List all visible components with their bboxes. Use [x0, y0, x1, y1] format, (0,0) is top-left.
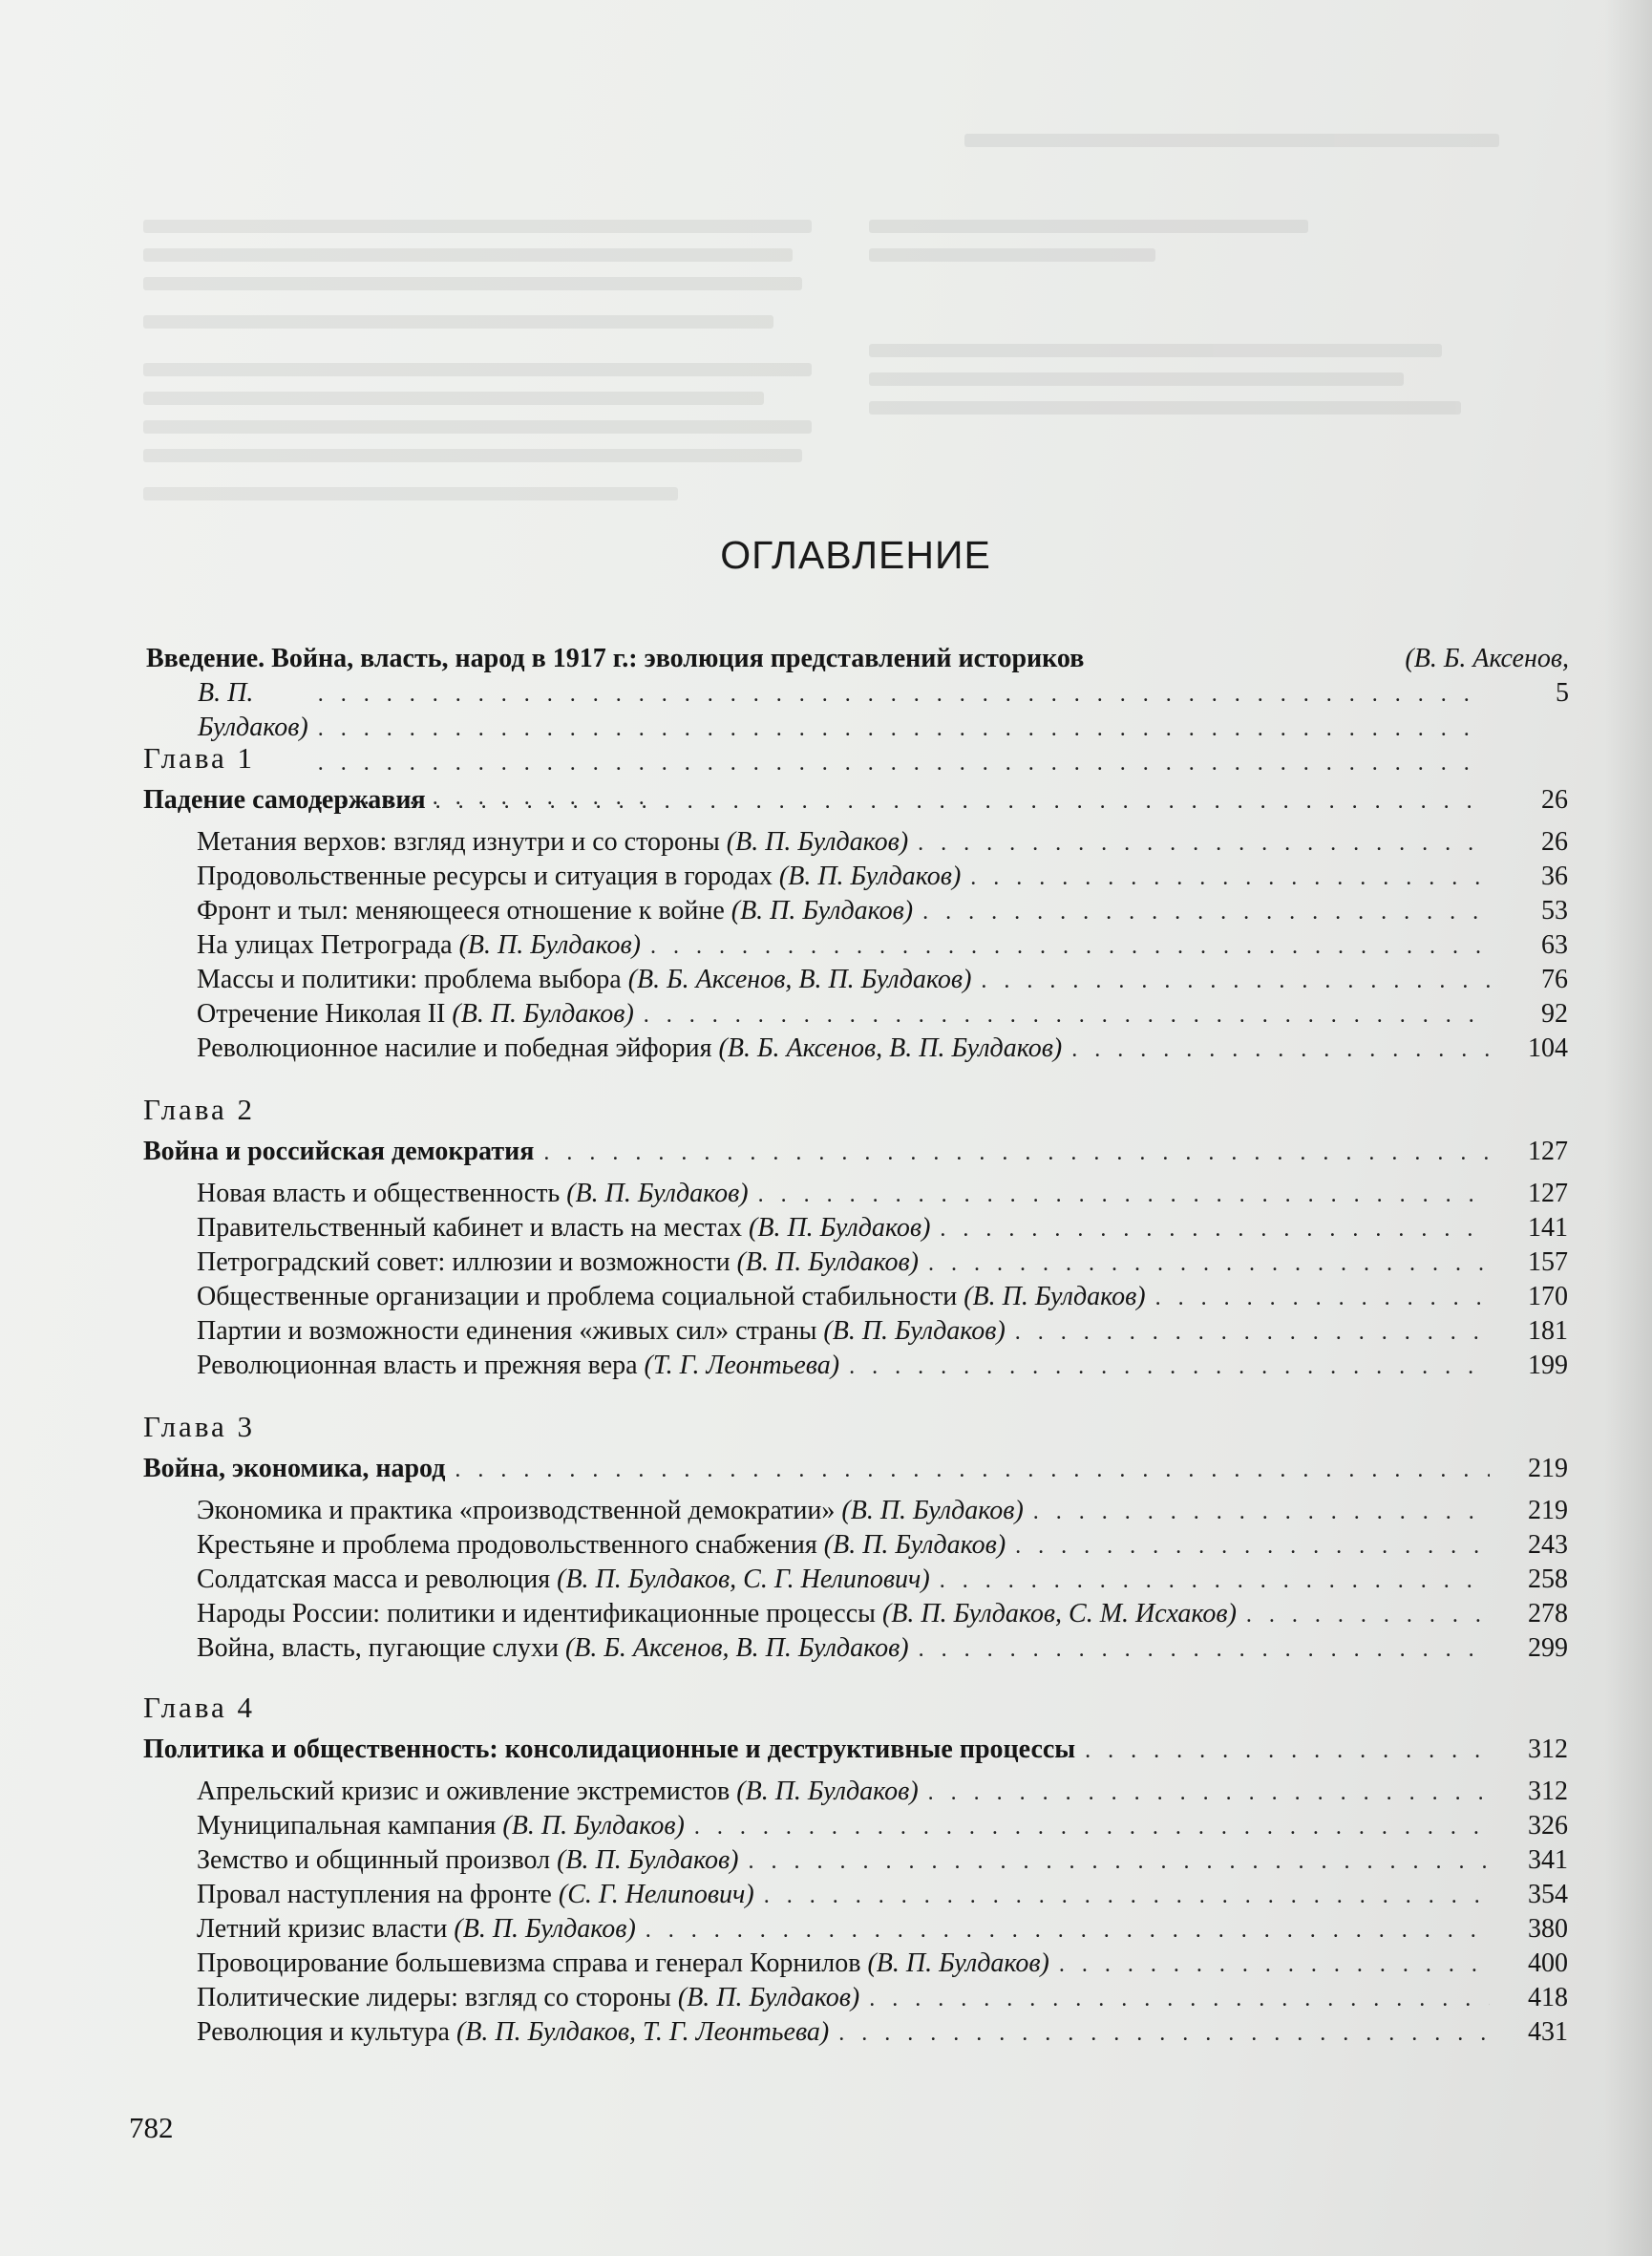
dot-leader [1246, 1598, 1490, 1632]
dot-leader [970, 861, 1490, 895]
toc-entry[interactable] [143, 2015, 1568, 2050]
page-number: 278 [1528, 1599, 1568, 1628]
page-number: 219 [1528, 1496, 1568, 1525]
toc-entry[interactable] [143, 1211, 1568, 1245]
chapter-1 [143, 741, 1568, 1066]
dot-leader [869, 1982, 1490, 2016]
dot-leader [543, 1136, 1490, 1170]
page-number: 341 [1528, 1845, 1568, 1875]
section-authors: (В. П. Булдаков) [502, 1811, 685, 1841]
dot-leader [748, 1844, 1490, 1879]
toc-entry[interactable] [143, 997, 1568, 1032]
dot-leader [922, 895, 1490, 929]
section-authors: (В. П. Булдаков) [454, 1914, 636, 1944]
chapter-title: Политика и общественность: консолидационные и деструктивные процессы [143, 1735, 1076, 1764]
section-authors: (В. П. Булдаков) [778, 862, 962, 891]
dot-leader [646, 1913, 1490, 1947]
dot-leader [1059, 1947, 1490, 1982]
section-authors: (В. П. Булдаков, С. Г. Нелипович) [557, 1564, 930, 1594]
dot-leader [455, 1453, 1490, 1487]
section-authors: (В. П. Булдаков) [841, 1496, 1024, 1525]
dot-leader [1015, 1315, 1490, 1350]
section-authors: (В. П. Булдаков, Т. Г. Леонтьева) [455, 2017, 830, 2047]
page-number: 36 [1541, 862, 1568, 891]
section-title: Народы России: политики и идентификационные процессы [197, 1599, 876, 1628]
chapter-label: Глава 4 [143, 1691, 256, 1724]
section-title: Земство и общинный произвол [197, 1845, 551, 1875]
section-title: На улицах Петрограда [197, 930, 453, 960]
section-title: Революция и культура [197, 2017, 450, 2047]
chapter-3 [143, 1410, 1568, 1666]
page-number: 380 [1528, 1914, 1568, 1944]
dot-leader [849, 1350, 1490, 1384]
page-number: 26 [1541, 785, 1568, 815]
page-number: 199 [1528, 1351, 1568, 1380]
toc-entry[interactable] [143, 860, 1568, 894]
dot-leader [1085, 1734, 1490, 1768]
chapter-title: Война, экономика, народ [143, 1454, 446, 1483]
section-title: Революционное насилие и победная эйфория [197, 1033, 712, 1063]
section-authors: (В. Б. Аксенов, В. П. Булдаков) [627, 965, 972, 994]
dot-leader [838, 2016, 1490, 2051]
section-authors: (В. П. Булдаков) [452, 999, 634, 1029]
section-authors: (В. П. Булдаков) [736, 1247, 919, 1277]
page-number: 243 [1528, 1530, 1568, 1560]
section-authors: (В. П. Булдаков) [823, 1530, 1006, 1560]
section-title: Провоцирование большевизма справа и генерал Корнилов [197, 1948, 861, 1978]
page-number: 418 [1528, 1983, 1568, 2012]
toc-entry[interactable] [143, 1177, 1568, 1211]
dot-leader [694, 1810, 1490, 1844]
toc-entry[interactable] [143, 1563, 1568, 1597]
page-title: ОГЛАВЛЕНИЕ [720, 533, 991, 577]
toc-entry[interactable] [143, 1280, 1568, 1314]
page-number-footer: 782 [129, 2111, 174, 2144]
page-number: 400 [1528, 1948, 1568, 1978]
section-title: Общественные организации и проблема социальной стабильности [197, 1282, 958, 1311]
page-number: 127 [1528, 1179, 1568, 1208]
toc-entry[interactable] [143, 1349, 1568, 1383]
dot-leader [650, 929, 1490, 964]
section-title: Провал наступления на фронте [197, 1880, 552, 1909]
page-number: 312 [1528, 1735, 1568, 1764]
section-title: Правительственный кабинет и власть на местах [197, 1213, 743, 1243]
section-title: Война, власть, пугающие слухи [197, 1633, 559, 1663]
section-title: Летний кризис власти [197, 1914, 448, 1944]
section-authors: (Т. Г. Леонтьева) [644, 1351, 840, 1380]
section-title: Партии и возможности единения «живых сил» страны [197, 1316, 817, 1346]
toc-entry[interactable] [143, 1494, 1568, 1528]
section-title: Муниципальная кампания [197, 1811, 497, 1841]
page-number: 92 [1541, 999, 1568, 1029]
page-number: 26 [1541, 827, 1568, 857]
toc-entry[interactable] [143, 1528, 1568, 1563]
section-title: Экономика и практика «производственной демократии» [197, 1496, 836, 1525]
section-authors: (В. П. Булдаков) [749, 1213, 931, 1243]
chapter-title-entry[interactable] [143, 1452, 1568, 1486]
dot-leader [1155, 1281, 1490, 1315]
dot-leader [940, 1212, 1490, 1246]
section-title: Петроградский совет: иллюзии и возможности [197, 1247, 731, 1277]
toc-entry[interactable] [143, 1245, 1568, 1280]
dot-leader [940, 1564, 1490, 1598]
toc-entry[interactable] [143, 1947, 1568, 1981]
page-number: 63 [1541, 930, 1568, 960]
section-title: Политические лидеры: взгляд со стороны [197, 1983, 671, 2012]
toc-entry[interactable] [143, 1314, 1568, 1349]
intro-authors-cont: В. П. Булдаков) [198, 678, 308, 742]
page-number: 299 [1528, 1633, 1568, 1663]
section-title: Метания верхов: взгляд изнутри и со стороны [197, 827, 720, 857]
page-number: 141 [1528, 1213, 1568, 1243]
section-authors: (В. П. Булдаков) [557, 1845, 739, 1875]
page-number: 127 [1528, 1137, 1568, 1166]
page-number: 157 [1528, 1247, 1568, 1277]
dot-leader [1015, 1529, 1490, 1564]
toc-entry[interactable] [143, 963, 1568, 997]
chapter-4 [143, 1691, 1568, 2050]
section-title: Отречение Николая II [197, 999, 446, 1029]
toc-entry[interactable] [143, 928, 1568, 963]
section-title: Продовольственные ресурсы и ситуация в городах [197, 862, 773, 891]
dot-leader [764, 1879, 1490, 1913]
section-authors: (В. П. Булдаков) [677, 1983, 860, 2012]
page-number: 258 [1528, 1564, 1568, 1594]
toc-entry[interactable] [143, 1597, 1568, 1631]
section-authors: (В. П. Булдаков) [964, 1282, 1146, 1311]
section-authors: (В. П. Булдаков) [867, 1948, 1049, 1978]
page-number: 219 [1528, 1454, 1568, 1483]
dot-leader [758, 1178, 1490, 1212]
toc-entry[interactable] [143, 825, 1568, 860]
page-edge-shadow [1604, 0, 1652, 2256]
page-number: 326 [1528, 1811, 1568, 1841]
section-title: Новая власть и общественность [197, 1179, 561, 1208]
section-title: Крестьяне и проблема продовольственного снабжения [197, 1530, 817, 1560]
toc-entry[interactable] [143, 894, 1568, 928]
page-number: 431 [1528, 2017, 1568, 2047]
section-title: Революционная власть и прежняя вера [197, 1351, 638, 1380]
page-number: 312 [1528, 1777, 1568, 1806]
page-number: 104 [1528, 1033, 1568, 1063]
chapter-title: Война и российская демократия [143, 1137, 535, 1166]
section-authors: (В. П. Булдаков) [566, 1179, 749, 1208]
toc-entry[interactable] [143, 1878, 1568, 1912]
chapter-label: Глава 2 [143, 1093, 256, 1126]
chapter-title-entry[interactable] [143, 783, 1568, 818]
dot-leader [928, 1246, 1490, 1281]
section-authors: (В. Б. Аксенов, В. П. Булдаков) [718, 1033, 1063, 1063]
page-number: 53 [1541, 896, 1568, 926]
page-number: 76 [1541, 965, 1568, 994]
show-through-text [143, 124, 1528, 564]
toc-entry[interactable] [143, 1775, 1568, 1809]
page-number: 5 [1556, 678, 1569, 708]
dot-leader [918, 826, 1490, 861]
section-title: Фронт и тыл: меняющееся отношение к войне [197, 896, 725, 926]
page-number: 181 [1528, 1316, 1568, 1346]
toc-entry[interactable] [143, 1912, 1568, 1947]
page-number: 354 [1528, 1880, 1568, 1909]
section-title: Солдатская масса и революция [197, 1564, 551, 1594]
intro-authors: (В. Б. Аксенов, [1405, 644, 1569, 673]
toc-entry[interactable] [143, 1032, 1568, 1066]
dot-leader [928, 1776, 1490, 1810]
chapter-title: Падение самодержавия [143, 785, 426, 815]
chapter-title-entry[interactable] [143, 1733, 1568, 1767]
toc-entry[interactable] [143, 1631, 1568, 1666]
dot-leader [981, 964, 1490, 998]
toc-entry[interactable] [143, 1843, 1568, 1878]
toc-entry[interactable] [143, 1981, 1568, 2015]
section-authors: (В. П. Булдаков) [736, 1777, 919, 1806]
section-title: Массы и политики: проблема выбора [197, 965, 622, 994]
section-authors: (В. Б. Аксенов, В. П. Булдаков) [564, 1633, 909, 1663]
section-authors: (В. П. Булдаков) [823, 1316, 1006, 1346]
toc-entry[interactable] [143, 1809, 1568, 1843]
chapter-label: Глава 3 [143, 1410, 256, 1443]
chapter-2 [143, 1093, 1568, 1383]
section-authors: (В. П. Булдаков) [731, 896, 914, 926]
dot-leader [1033, 1495, 1490, 1529]
dot-leader [919, 1632, 1490, 1667]
section-authors: (В. П. Булдаков, С. М. Исхаков) [881, 1599, 1237, 1628]
dot-leader [1071, 1032, 1490, 1067]
intro-title: Введение. Война, власть, народ в 1917 г.: эволюция представлений историков [146, 644, 1085, 673]
dot-leader [644, 998, 1490, 1032]
chapter-title-entry[interactable] [143, 1135, 1568, 1169]
chapter-label: Глава 1 [143, 741, 256, 775]
page-number: 170 [1528, 1282, 1568, 1311]
dot-leader [435, 784, 1490, 819]
section-authors: (В. П. Булдаков) [458, 930, 641, 960]
section-title: Апрельский кризис и оживление экстремистов [197, 1777, 731, 1806]
section-authors: (В. П. Булдаков) [726, 827, 909, 857]
section-authors: (С. Г. Нелипович) [558, 1880, 754, 1909]
